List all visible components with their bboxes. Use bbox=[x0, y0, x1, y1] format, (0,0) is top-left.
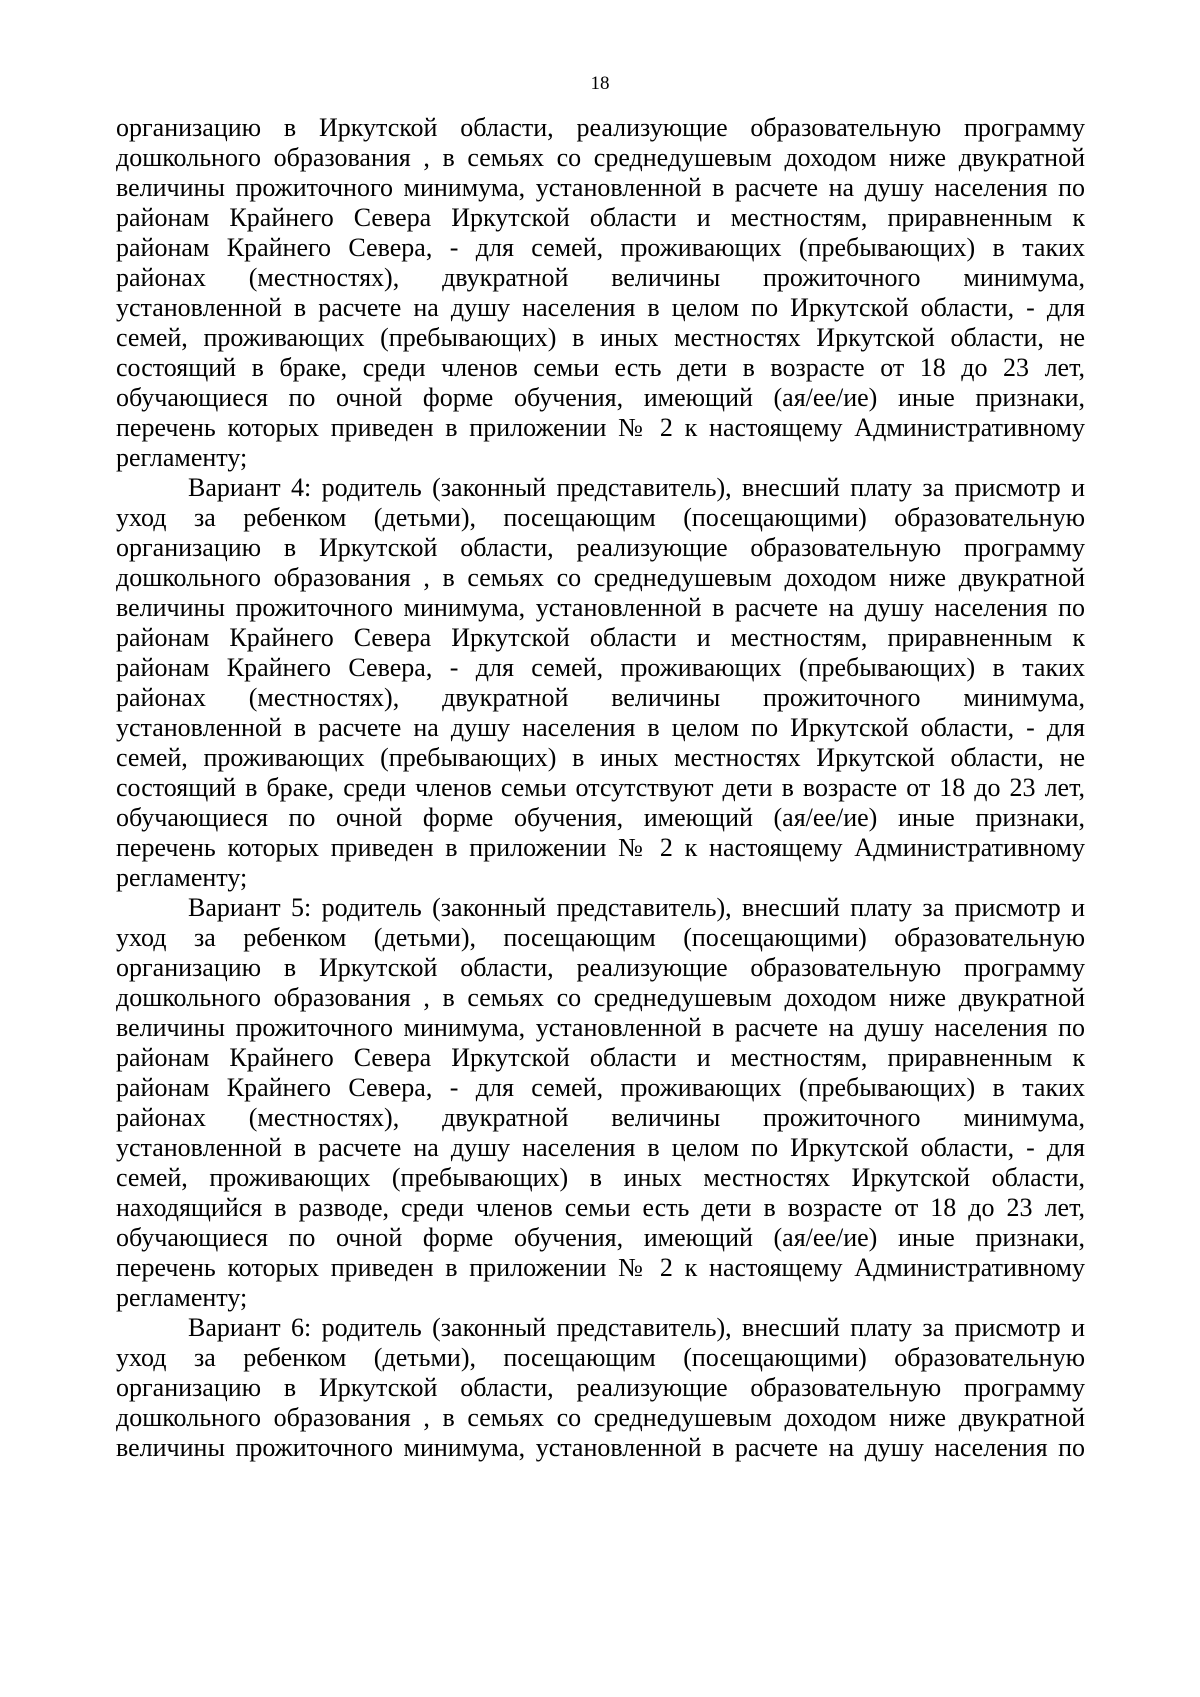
text-line: районам Крайнего Севера, - для семей, проживающих (пребывающих) в таких bbox=[116, 233, 1085, 262]
text-line: регламенту; bbox=[116, 443, 248, 472]
text-line: находящийся в разводе, среди членов семьи есть дети в возрасте от 18 до 23 лет, bbox=[116, 1193, 1085, 1222]
text-line: организацию в Иркутской области, реализующие образовательную программу bbox=[116, 533, 1085, 562]
text-line: состоящий в браке, среди членов семьи есть дети в возрасте от 18 до 23 лет, bbox=[116, 353, 1085, 382]
text-line: семей, проживающих (пребывающих) в иных местностях Иркутской области, bbox=[116, 1163, 1085, 1192]
text-line: величины прожиточного минимума, установленной в расчете на душу населения по bbox=[116, 1013, 1085, 1042]
text-line: районах (местностях), двукратной величины прожиточного минимума, bbox=[116, 683, 1085, 712]
text-line: обучающиеся по очной форме обучения, имеющий (ая/ее/ие) иные признаки, bbox=[116, 1223, 1085, 1252]
variant-4-heading-line: Вариант 4: родитель (законный представитель), внесший плату за присмотр и bbox=[188, 473, 1085, 502]
text-line: дошкольного образования , в семьях со среднедушевым доходом ниже двукратной bbox=[116, 563, 1085, 592]
text-line: установленной в расчете на душу населения в целом по Иркутской области, - для bbox=[116, 293, 1085, 322]
text-line: уход за ребенком (детьми), посещающим (посещающими) образовательную bbox=[116, 503, 1085, 532]
text-line: установленной в расчете на душу населения в целом по Иркутской области, - для bbox=[116, 1133, 1085, 1162]
text-line: дошкольного образования , в семьях со среднедушевым доходом ниже двукратной bbox=[116, 143, 1085, 172]
text-line: районах (местностях), двукратной величины прожиточного минимума, bbox=[116, 263, 1085, 292]
text-line: районам Крайнего Севера Иркутской области и местностям, приравненным к bbox=[116, 623, 1085, 652]
text-line: районам Крайнего Севера Иркутской области и местностям, приравненным к bbox=[116, 1043, 1085, 1072]
text-line: уход за ребенком (детьми), посещающим (посещающими) образовательную bbox=[116, 1343, 1085, 1372]
text-line: величины прожиточного минимума, установленной в расчете на душу населения по bbox=[116, 1433, 1085, 1462]
text-line: уход за ребенком (детьми), посещающим (посещающими) образовательную bbox=[116, 923, 1085, 952]
page-number: 18 bbox=[590, 73, 610, 94]
text-line: обучающиеся по очной форме обучения, имеющий (ая/ее/ие) иные признаки, bbox=[116, 383, 1085, 412]
text-line: организацию в Иркутской области, реализующие образовательную программу bbox=[116, 953, 1085, 982]
text-line: обучающиеся по очной форме обучения, имеющий (ая/ее/ие) иные признаки, bbox=[116, 803, 1085, 832]
text-line: районам Крайнего Севера, - для семей, проживающих (пребывающих) в таких bbox=[116, 653, 1085, 682]
text-line: дошкольного образования , в семьях со среднедушевым доходом ниже двукратной bbox=[116, 983, 1085, 1012]
text-line: организацию в Иркутской области, реализующие образовательную программу bbox=[116, 1373, 1085, 1402]
text-line: перечень которых приведен в приложении № 2 к настоящему Административному bbox=[116, 1253, 1085, 1282]
text-line: районам Крайнего Севера Иркутской области и местностям, приравненным к bbox=[116, 203, 1085, 232]
variant-6-heading-line: Вариант 6: родитель (законный представитель), внесший плату за присмотр и bbox=[188, 1313, 1085, 1342]
text-line: перечень которых приведен в приложении № 2 к настоящему Административному bbox=[116, 413, 1085, 442]
text-line: установленной в расчете на душу населения в целом по Иркутской области, - для bbox=[116, 713, 1085, 742]
text-line: величины прожиточного минимума, установленной в расчете на душу населения по bbox=[116, 593, 1085, 622]
text-line: семей, проживающих (пребывающих) в иных местностях Иркутской области, не bbox=[116, 743, 1085, 772]
text-line: состоящий в браке, среди членов семьи отсутствуют дети в возрасте от 18 до 23 лет, bbox=[116, 773, 1085, 802]
text-line: районам Крайнего Севера, - для семей, проживающих (пребывающих) в таких bbox=[116, 1073, 1085, 1102]
text-line: регламенту; bbox=[116, 863, 248, 892]
text-line: регламенту; bbox=[116, 1283, 248, 1312]
body-text bbox=[116, 113, 1085, 1463]
text-line: величины прожиточного минимума, установленной в расчете на душу населения по bbox=[116, 173, 1085, 202]
text-line: семей, проживающих (пребывающих) в иных местностях Иркутской области, не bbox=[116, 323, 1085, 352]
variant-5-heading-line: Вариант 5: родитель (законный представитель), внесший плату за присмотр и bbox=[188, 893, 1085, 922]
text-line: организацию в Иркутской области, реализующие образовательную программу bbox=[116, 113, 1085, 142]
text-line: районах (местностях), двукратной величины прожиточного минимума, bbox=[116, 1103, 1085, 1132]
text-line: дошкольного образования , в семьях со среднедушевым доходом ниже двукратной bbox=[116, 1403, 1085, 1432]
text-line: перечень которых приведен в приложении № 2 к настоящему Административному bbox=[116, 833, 1085, 862]
